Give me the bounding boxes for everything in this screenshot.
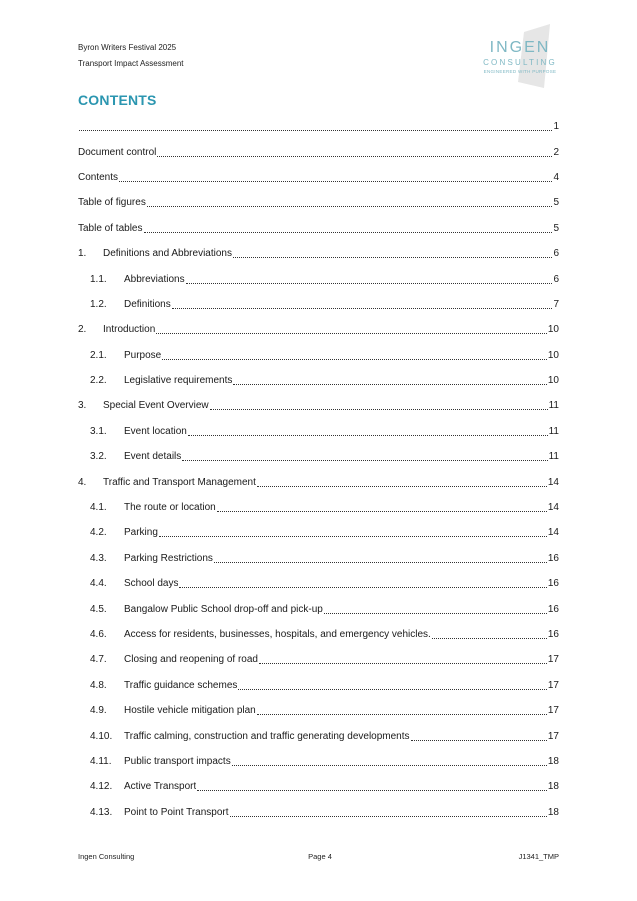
- toc-entry[interactable]: [78, 343, 559, 368]
- toc-entry-label: Event details: [124, 451, 182, 463]
- toc-entry-label: Bangalow Public School drop-off and pick-up: [124, 603, 323, 615]
- footer-page-number: Page 4: [308, 852, 332, 861]
- toc-entry-number: 4.4.: [90, 578, 107, 590]
- toc-entry[interactable]: [78, 673, 559, 698]
- toc-entry-page: 6: [553, 273, 559, 285]
- toc-entry-page: 18: [547, 781, 559, 793]
- toc-entry-label: Special Event Overview: [103, 400, 209, 412]
- toc-entry-page: 10: [547, 375, 559, 387]
- toc-dot-leader: [119, 173, 552, 182]
- toc-dot-leader: [179, 579, 546, 588]
- toc-entry[interactable]: [78, 698, 559, 723]
- table-of-contents: [78, 114, 559, 825]
- toc-entry-label: Parking: [124, 527, 158, 539]
- toc-entry-label: Active Transport: [124, 781, 197, 793]
- toc-entry[interactable]: [78, 368, 559, 393]
- toc-entry-label: Traffic and Transport Management: [103, 476, 256, 488]
- toc-dot-leader: [79, 122, 552, 131]
- toc-dot-leader: [172, 300, 553, 309]
- logo-sub: CONSULTING: [483, 58, 557, 67]
- toc-entry-label: Event location: [124, 425, 187, 437]
- toc-entry-number: 2.: [78, 324, 87, 336]
- toc-entry[interactable]: [78, 419, 559, 444]
- toc-entry-label: Closing and reopening of road: [124, 654, 258, 666]
- header-event-name: Byron Writers Festival 2025: [78, 43, 177, 52]
- toc-entry-label: Hostile vehicle mitigation plan: [124, 705, 256, 717]
- toc-entry-number: 1.: [78, 248, 87, 260]
- toc-entry[interactable]: [78, 774, 559, 799]
- toc-entry-page: 6: [553, 248, 559, 260]
- toc-dot-leader: [259, 655, 547, 664]
- toc-entry-page: 14: [547, 502, 559, 514]
- toc-dot-leader: [188, 427, 548, 436]
- toc-entry-page: 4: [553, 171, 559, 183]
- toc-entry-label: Parking Restrictions: [124, 552, 213, 564]
- toc-entry-page: 5: [553, 222, 559, 234]
- toc-entry-page: 14: [547, 527, 559, 539]
- toc-dot-leader: [157, 148, 552, 157]
- logo-name: INGEN: [489, 39, 551, 56]
- toc-entry-label: Abbreviations: [124, 273, 185, 285]
- toc-dot-leader: [156, 325, 547, 334]
- toc-entry-label: The route or location: [124, 502, 216, 514]
- toc-entry-label: Access for residents, businesses, hospitals, and emergency vehicles.: [124, 629, 431, 640]
- toc-entry-number: 4.11.: [90, 755, 112, 767]
- toc-dot-leader: [182, 452, 547, 461]
- toc-dot-leader: [324, 605, 547, 614]
- toc-entry[interactable]: [78, 520, 559, 545]
- toc-dot-leader: [210, 401, 548, 410]
- toc-entry-page: 7: [553, 298, 559, 310]
- toc-entry[interactable]: [78, 114, 559, 139]
- toc-entry-page: 5: [553, 197, 559, 209]
- toc-entry-page: 10: [547, 349, 559, 361]
- toc-dot-leader: [230, 808, 547, 817]
- toc-entry[interactable]: [78, 165, 559, 190]
- toc-entry[interactable]: [78, 571, 559, 596]
- toc-entry-label: Point to Point Transport: [124, 806, 229, 818]
- toc-entry[interactable]: [78, 800, 559, 825]
- toc-entry-label: Purpose: [124, 349, 162, 361]
- toc-entry-number: 3.2.: [90, 451, 107, 463]
- footer-job-number: J1341_TMP: [518, 852, 559, 861]
- toc-entry-number: 4.9.: [90, 705, 107, 717]
- toc-entry-page: 16: [547, 603, 559, 615]
- toc-entry-label: Definitions: [124, 298, 171, 310]
- toc-entry-number: 3.1.: [90, 425, 107, 437]
- toc-entry-page: 16: [547, 629, 559, 640]
- toc-entry-page: 17: [547, 730, 559, 742]
- toc-entry-page: 17: [547, 705, 559, 717]
- toc-entry-page: 16: [547, 578, 559, 590]
- toc-entry-number: 1.1.: [90, 273, 107, 285]
- toc-entry[interactable]: [78, 216, 559, 241]
- toc-dot-leader: [214, 554, 547, 563]
- toc-entry-page: 16: [547, 552, 559, 564]
- toc-entry[interactable]: [78, 495, 559, 520]
- toc-entry-number: 4.5.: [90, 603, 107, 615]
- toc-entry-number: 4.13.: [90, 806, 113, 818]
- toc-entry[interactable]: [78, 546, 559, 571]
- document-header: [78, 40, 184, 72]
- toc-entry-label: Table of figures: [78, 197, 146, 209]
- toc-entry-number: 1.2.: [90, 298, 107, 310]
- toc-entry-page: 14: [547, 476, 559, 488]
- toc-entry-page: 18: [547, 806, 559, 818]
- toc-entry[interactable]: [78, 622, 559, 647]
- logo-tagline: ENGINEERED WITH PURPOSE: [483, 69, 557, 74]
- toc-entry-number: 4.12.: [90, 781, 113, 793]
- ingen-consulting-logo: [470, 24, 570, 88]
- toc-dot-leader: [186, 275, 553, 284]
- toc-dot-leader: [233, 376, 546, 385]
- toc-entry-number: 4.6.: [90, 629, 107, 640]
- toc-dot-leader: [232, 757, 547, 766]
- toc-entry[interactable]: [78, 393, 559, 418]
- toc-entry[interactable]: [78, 469, 559, 494]
- toc-entry-number: 2.2.: [90, 375, 107, 387]
- toc-entry-number: 3.: [78, 400, 87, 412]
- footer-company: Ingen Consulting: [78, 852, 135, 861]
- toc-entry-page: 11: [548, 425, 559, 437]
- toc-entry-number: 4.3.: [90, 552, 107, 564]
- toc-dot-leader: [147, 198, 553, 207]
- toc-entry-label: Public transport impacts: [124, 755, 231, 767]
- toc-entry-number: 4.7.: [90, 654, 107, 666]
- toc-entry[interactable]: [78, 266, 559, 291]
- toc-dot-leader: [144, 224, 553, 233]
- contents-heading: CONTENTS: [78, 92, 157, 108]
- toc-entry-label: Contents: [78, 171, 119, 183]
- toc-entry[interactable]: [78, 444, 559, 469]
- toc-entry[interactable]: [78, 647, 559, 672]
- toc-entry-label: Traffic guidance schemes: [124, 679, 238, 691]
- toc-entry-number: 4.: [78, 476, 87, 488]
- toc-entry-label: Traffic calming, construction and traffic generating developments: [124, 730, 410, 742]
- toc-entry-page: 2: [553, 146, 559, 158]
- toc-entry-number: 4.8.: [90, 679, 107, 691]
- toc-entry-number: 4.1.: [90, 502, 107, 514]
- toc-entry-number: 4.2.: [90, 527, 107, 539]
- toc-dot-leader: [217, 503, 547, 512]
- toc-entry-page: 10: [547, 324, 559, 336]
- toc-dot-leader: [411, 732, 547, 741]
- toc-entry-label: Introduction: [103, 324, 156, 336]
- toc-dot-leader: [162, 351, 547, 360]
- toc-entry[interactable]: [78, 190, 559, 215]
- toc-entry-page: 1: [553, 121, 559, 133]
- toc-entry[interactable]: [78, 139, 559, 164]
- toc-dot-leader: [257, 478, 547, 487]
- toc-entry-label: Legislative requirements: [124, 375, 233, 387]
- toc-entry-page: 17: [547, 679, 559, 691]
- toc-entry-label: Table of tables: [78, 222, 143, 234]
- toc-dot-leader: [159, 528, 547, 537]
- toc-dot-leader: [197, 782, 547, 791]
- toc-entry-number: 2.1.: [90, 349, 107, 361]
- toc-entry-page: 11: [548, 400, 559, 412]
- toc-dot-leader: [238, 681, 546, 690]
- toc-entry[interactable]: [78, 317, 559, 342]
- toc-entry-label: Document control: [78, 146, 157, 158]
- toc-entry-label: Definitions and Abbreviations: [103, 248, 232, 260]
- toc-entry-page: 17: [547, 654, 559, 666]
- toc-dot-leader: [432, 630, 547, 639]
- toc-entry-page: 11: [548, 451, 559, 463]
- toc-entry[interactable]: [78, 596, 559, 621]
- toc-entry-label: School days: [124, 578, 179, 590]
- toc-entry-page: 18: [547, 755, 559, 767]
- toc-entry-number: 4.10.: [90, 730, 113, 742]
- toc-dot-leader: [257, 706, 547, 715]
- toc-entry[interactable]: [78, 723, 559, 748]
- toc-dot-leader: [233, 249, 552, 258]
- toc-entry[interactable]: [78, 292, 559, 317]
- header-document-type: Transport Impact Assessment: [78, 59, 184, 68]
- toc-entry[interactable]: [78, 749, 559, 774]
- toc-entry[interactable]: [78, 241, 559, 266]
